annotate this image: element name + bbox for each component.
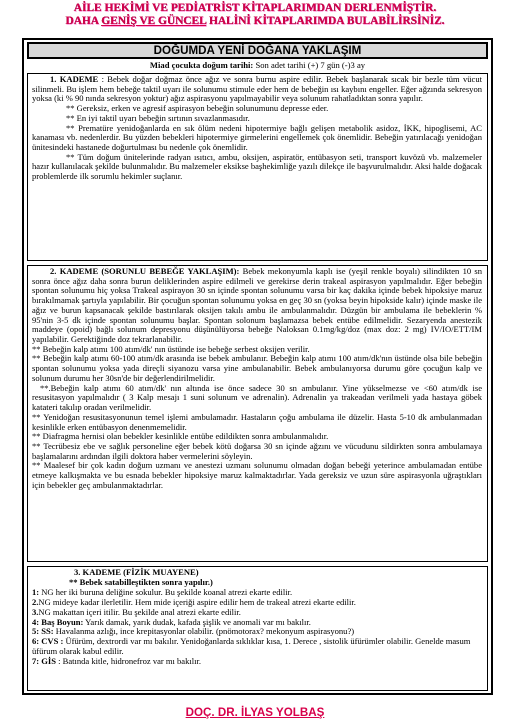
exam-item-key: 6: CVS : (32, 636, 64, 647)
section-2-note-6: ** Tecrübesiz ebe ve sağlık personeline eğer bebek kötü doğarsa 30 sn içinde ağzını ve vücudunu sildirkten sonra ambulamaya başlamalarını ardından ilgili doktora haber vermelerini söyleyin. (32, 440, 482, 461)
section-3-box (27, 566, 488, 691)
section-1-note-3: ** Prematüre yenidoğanlarda en sık ölüm nedeni hipotermiye bağlı gelişen metabolik asidoz, İKK, hipoglisemi, AC kanaması vb. nedenlerdir. Bu yüzden bebekleri hipotermiye girmelerini engellemek çok önemlidir. Bebeğin yatırılacağı yenidoğan ünitesindeki hastanede doğurtulması bu nedenle çok önemlidir. (32, 122, 482, 153)
section-1-intro-text: : Bebek doğar doğmaz önce ağız ve sonra burnu aspire edilir. Bebek başlanarak sıcak bir bezle tüm vücut silinmeli. Bu işlem hem bebeğe taktil uyarı ile solunumu stimule eder hem de bebeğin ısı kaybını engeller. Eğer ağzında sekresyon yoksa (ki % 90 nında sekresyon yoktur) ağız aspirasyonu yapılmayabilir veya solunum rahatladıktan sonra yapılır. (32, 74, 482, 104)
section-1-note-1: ** Gereksiz, erken ve agresif aspirasyon bebeğin solunumunu depresse eder. (66, 103, 329, 114)
section-1-box (27, 73, 488, 261)
exam-item-key: 7: GİS (32, 656, 56, 667)
banner-line-1: AİLE HEKİMİ VE PEDİATRİST KİTAPLARIMDAN DERLENMİŞTİR. (73, 2, 437, 14)
exam-item-text: : Batında kitle, hidronefroz var mı bakılır. (55, 656, 202, 667)
banner-line-2-end: HALİNİ KİTAPLARIMDA BULABİLİRSİNİZ. (206, 14, 445, 27)
exam-item-key: 5: SS: (32, 626, 54, 637)
exam-item-key: 2. (32, 596, 39, 607)
subtitle-label: Miad çocukta doğum tarihi: (149, 60, 254, 70)
exam-item-key: 4: Baş Boyun: (32, 616, 84, 627)
section-2-note-3: **.Bebeğin kalp atımı 60 atım/dk' nın altında ise önce sadece 30 sn ambulanır. Yine yükselmezse ve <60 atım/dk ise resusitasyon yapılmalıdır ( 3 Kalp mesajı 1 suni solunum ve adrenalin). Adrenalin ya trakeadan verilmeli yada hastaya göbek katateri takılıp oradan verilmelidir. (32, 382, 482, 413)
header-banner (0, 2, 510, 27)
section-1-note-2: ** En iyi taktil uyarı bebeğin sırtının sıvazlanmasıdır. (66, 112, 250, 123)
exam-item-text: NG her iki buruna deliğine sokulur. Bu şekilde koanal atrezi ekarte edilir. (39, 586, 293, 597)
exam-item-key: 1: (32, 586, 40, 597)
section-1-note-4: ** Tüm doğum ünitelerinde radyan ısıtıcı, ambu, oksijen, aspiratör, entübasyon seti, transport kuvözü vb. malzemeler hazır kullanılacak şekilde bulunmalıdır. Bu malzemeler eksikse başhekimliğe yazılı dilekçe ile başvurulmalıdır. Aksi halde doğacak problemlerde ilk sorumlu hekimler suçlanır. (32, 151, 483, 182)
exam-item (32, 637, 482, 657)
section-2-intro (32, 267, 482, 345)
section-2-intro-text: Bebek mekonyumla kaplı ise (yeşil renkle boyalı) silindikten 10 sn sonra önce ağız daha sonra burun deliklerinden aspire edilmeli ve gerekirse derin trakeal aspirasyon yapılmalıdır. Eğer bebeğin spontan solunumu hiç yoksa Trakeal aspirayon 30 sn içinde spontan solunumu varsa bir kaç dakika içinde bebek hipoksiye maruz bırakılmamak şartıyla yapılabilir. Bir çocuğun spontan solunumu yoksa en geç 30 sn (yoksa beyin hipokside kalır) içinde maske ile ağız ve burun kapsanacak şekilde bastırılarak oksijen takılı ambu ile ambulanmalıdır. Düzgün bir ambulama ile bebeklerin % 95'nin 3-5 dk içinde spontan solunumu başlar. Spontan solonum başlamazsa bebek entübe edilmelidir. Sezaryenda anestezik maddeye (opoid) bağlı solunum depresyonu düşünülüyorsa bebeğe Naloksan 0.1mg/kg/doz (max doz: 2 mg) IV/IO/ETT/IM yapılabilir. Gerektiğinde doz tekrarlanabilir. (32, 266, 483, 345)
section-2-note-1: ** Bebeğin kalp atımı 100 atım/dk' nın üstünde ise bebeğe serbest oksijen verilir. (32, 343, 310, 354)
exam-item-text: Üfürüm, dextrordi var mı bakılır. Yenidoğanlarda sıklıklar kısa, 1. Derece , sistolik üfürümler olabilir. Genelde masum üfürum olarak kabul edilir. (32, 636, 471, 657)
section-1-intro (32, 75, 482, 104)
exam-item-text: Havalanma azlığı, ince krepitasyonlar olabilir. (pnömotorax? mekonyum aspirasyonu?) (53, 626, 355, 637)
section-2-note-4: ** Yenidoğan resusitasyonunun temel işlemi ambulamadır. Hastaların çoğu ambulama ile düzelir. Hasta 5-10 dk ambulanmadan kesinlikle erken entübasyon denenmemelidir. (32, 411, 482, 432)
title-box (27, 42, 488, 59)
exam-item-text: NG mideye kadar ilerletilir. Hem mide içeriği aspire edilir hem de trakeal atrezi ekarte edilir. (38, 596, 356, 607)
exam-item-text: Yarık damak, yarık dudak, kafada şişlik ve anomali var mı bakılır. (83, 616, 311, 627)
section-2-note-7: ** Maalesef bir çok kadın doğum uzmanı ve anestezi uzmanı solunumu olmadan doğan bebeği yeterince ambulamadan entübe etmeye kalkışmakta ve bu esnada bebekler hipoksiye maruz kalmaktadırlar. Yada gereksiz ve uzun süre aspirasyonla uğraştıkları için bebekler geç ambulanmaktadırlar. (32, 460, 482, 490)
section-2-box (27, 265, 488, 562)
author-footer (0, 703, 510, 721)
section-1-heading: 1. KADEME (50, 74, 99, 84)
section-3-subheading: ** Bebek satabilleştikten sonra yapılır.) (69, 576, 213, 587)
exam-item-key: 3. (32, 606, 39, 617)
exam-item (32, 657, 482, 667)
banner-line-2 (0, 15, 510, 28)
banner-line-2-start: DAHA (65, 14, 102, 27)
exam-item-text: NG makattan içeri itilir. Bu şekilde anal atrezi ekarte edilir. (38, 606, 241, 617)
subtitle-value: Son adet tarihi (+) 7 gün (-)3 ay (253, 60, 366, 70)
subtitle-line (27, 60, 488, 71)
section-2-note-5: ** Diafragma hernisi olan bebekler kesinlikle entübe edildikten sonra ambulanmalıdır. (32, 431, 329, 442)
section-3-heading: 3. KADEME (FİZİK MUAYENE) (74, 567, 199, 577)
section-2-note-2: ** Bebeğin kalp atımı 60-100 atım/dk arasında ise bebek ambulanır. Bebeğin kalp atımı 100 atım/dk'nın üstünde olsa bile bebeğin spontan solunumu yoksa yada direçli siyanozu varsa yine ambulanabilir. Bebek ambulanıyorsa durumu göre çocuğun kalp ve solunum durumu her 30sn'de bir değerlendirilmelidir. (32, 353, 482, 383)
banner-line-2-underlined: GENİŞ VE GÜNCEL (101, 14, 207, 27)
author-name: DOÇ. DR. İLYAS YOLBAŞ (185, 706, 325, 719)
section-2-heading: 2. KADEME (SORUNLU BEBEĞE YAKLAŞIM): (50, 266, 240, 276)
page-title: DOĞUMDA YENİ DOĞANA YAKLAŞIM (153, 44, 362, 57)
